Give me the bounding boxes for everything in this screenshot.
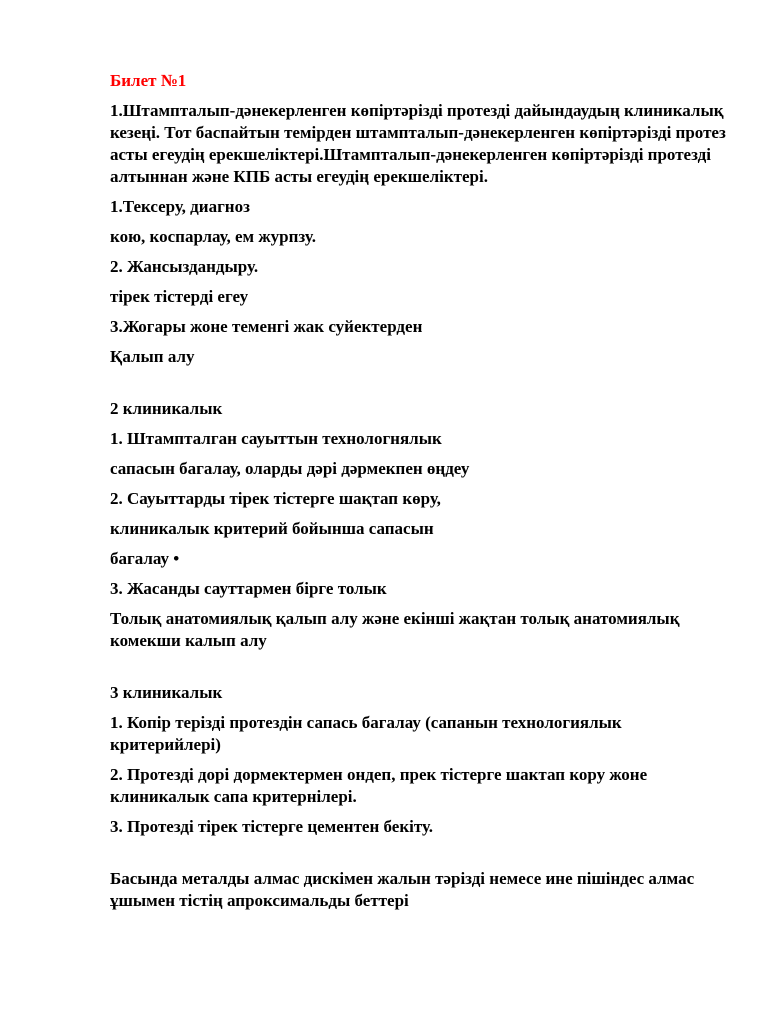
section2-line: багалау • [110,549,180,568]
section1-line: кою, коспарлау, ем журпзу. [110,227,316,246]
ticket-title: Билет №1 [110,71,187,90]
section1-line: Қалып алу [110,347,195,366]
question-text: 1.Штампталып-дәнекерленген көпіртәрізді протезді дайындаудың клиникалық кезеңі. Тот баспайтын темірден штампталып-дәнекерленген көпіртәрізді протез асты егеудің ерекшеліктері.Штампталып-дәнекерленген көпіртәрізді протезді алтыннан және КПБ асты егеудің ерекшеліктері. [110,101,726,186]
section1-line: 3.Жогары жоне теменгі жак суйектерден [110,317,423,336]
spacer [110,846,730,868]
section1-line: 2. Жансыздандыру. [110,257,259,276]
section2-line: 2. Сауыттарды тірек тістерге шақтап көру, [110,489,441,508]
spacer [110,660,730,682]
section2-heading: 2 клиникалык [110,399,223,418]
section2-line: клиникалык критерий бойынша сапасын [110,519,434,538]
section3-line: 3. Протезді тірек тістерге цементен бекіту. [110,817,434,836]
section2-line: Толық анатомиялық қалып алу және екінші жақтан толық анатомиялық комекши калып алу [110,609,680,650]
document-body [110,70,730,920]
section1-line: тірек тістерді егеу [110,287,249,306]
spacer [110,376,730,398]
section3-line: 1. Копір терізді протездін сапась багалау (сапанын технологиялык критерийлері) [110,713,622,754]
section3-heading: 3 клиникалык [110,683,223,702]
section2-line: 3. Жасанды сауттармен бірге толык [110,579,387,598]
closing-paragraph: Басында металды алмас дискімен жалын тәрізді немесе ине пішіндес алмас ұшымен тістің апроксимальды беттері [110,869,695,910]
section1-line: 1.Тексеру, диагноз [110,197,250,216]
section2-line: сапасын багалау, оларды дәрі дәрмекпен өңдеу [110,459,470,478]
section2-line: 1. Штампталган сауыттын технологнялык [110,429,442,448]
section3-line: 2. Протезді дорі дормектермен ондеп, прек тістерге шактап кору жоне клиникалык сапа критернілері. [110,765,648,806]
